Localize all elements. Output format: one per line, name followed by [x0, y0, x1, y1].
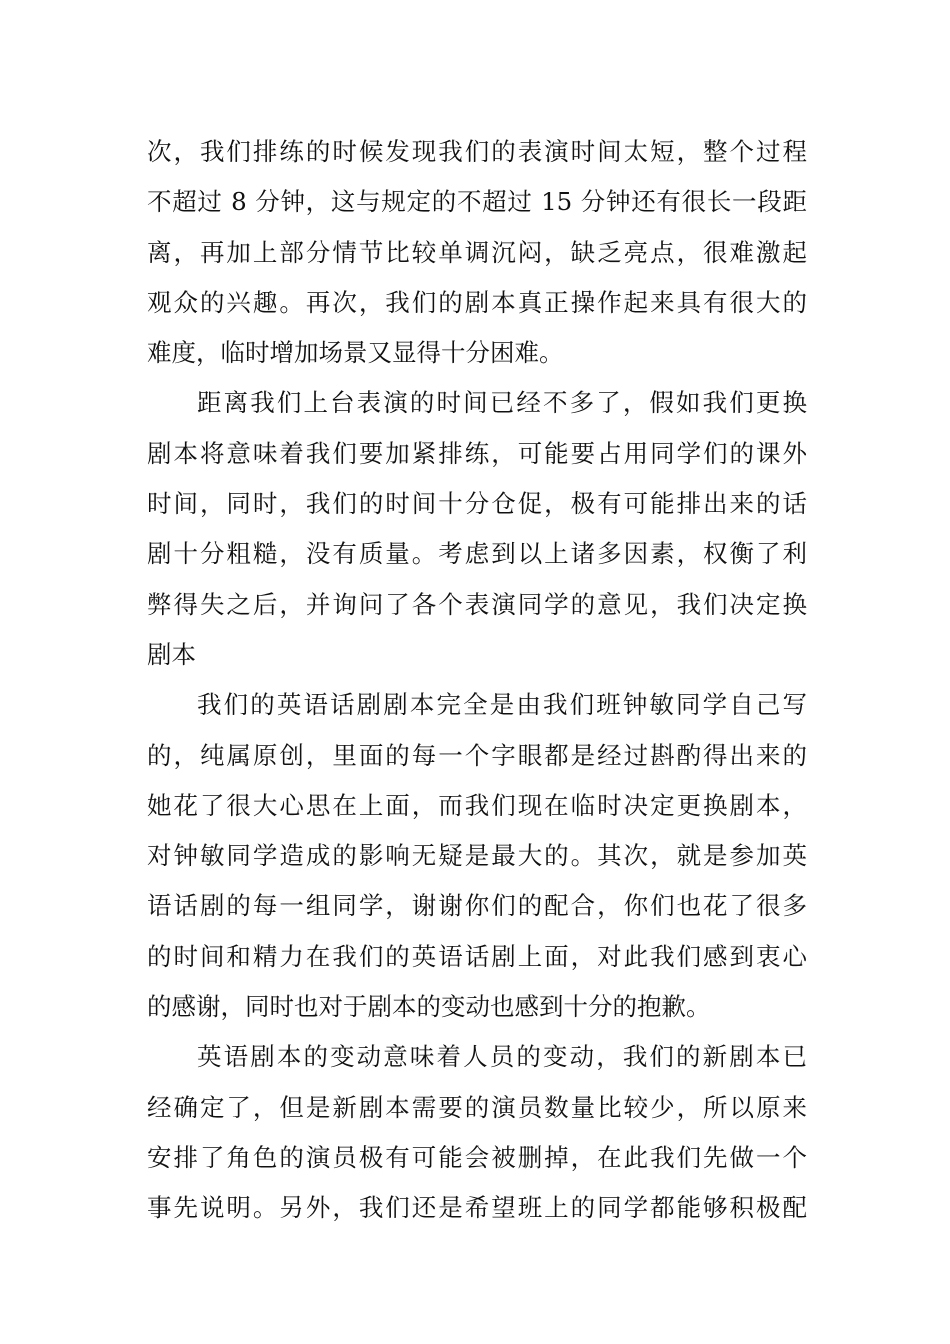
document-body [147, 127, 807, 1234]
paragraph-line: 我们的英语话剧剧本完全是由我们班钟敏同学自己写 [197, 690, 807, 720]
paragraph-line: 剧十分粗糙，没有质量。考虑到以上诸多因素，权衡了利 [147, 539, 807, 569]
paragraph-2 [147, 378, 807, 680]
paragraph-1 [147, 127, 807, 378]
paragraph-line: 语话剧的每一组同学，谢谢你们的配合，你们也花了很多 [147, 891, 807, 921]
paragraph-line: 的感谢，同时也对于剧本的变动也感到十分的抱歉。 [147, 992, 711, 1022]
paragraph-3 [147, 680, 807, 1032]
paragraph-line: 时间，同时，我们的时间十分仓促，极有可能排出来的话 [147, 489, 807, 519]
paragraph-line: 她花了很大心思在上面，而我们现在临时决定更换剧本， [147, 790, 807, 820]
paragraph-line: 英语剧本的变动意味着人员的变动，我们的新剧本已 [197, 1042, 807, 1072]
paragraph-line: 的时间和精力在我们的英语话剧上面，对此我们感到衷心 [147, 941, 807, 971]
paragraph-4 [147, 1032, 807, 1233]
paragraph-line: 事先说明。另外，我们还是希望班上的同学都能够积极配 [147, 1193, 807, 1223]
paragraph-line: 不超过 8 分钟，这与规定的不超过 15 分钟还有很长一段距 [147, 187, 807, 217]
paragraph-line: 难度，临时增加场景又显得十分困难。 [147, 338, 564, 368]
paragraph-line: 对钟敏同学造成的影响无疑是最大的。其次，就是参加英 [147, 841, 807, 871]
paragraph-line: 次，我们排练的时候发现我们的表演时间太短，整个过程 [147, 137, 807, 166]
paragraph-line: 剧本 [147, 639, 196, 669]
paragraph-line: 剧本将意味着我们要加紧排练，可能要占用同学们的课外 [147, 438, 807, 468]
paragraph-line: 观众的兴趣。再次，我们的剧本真正操作起来具有很大的 [147, 287, 807, 317]
paragraph-line: 离，再加上部分情节比较单调沉闷，缺乏亮点，很难激起 [147, 237, 807, 267]
paragraph-line: 距离我们上台表演的时间已经不多了，假如我们更换 [197, 388, 807, 418]
paragraph-line: 的，纯属原创，里面的每一个字眼都是经过斟酌得出来的 [147, 740, 807, 770]
paragraph-line: 安排了角色的演员极有可能会被删掉，在此我们先做一个 [147, 1142, 807, 1172]
paragraph-line: 弊得失之后，并询问了各个表演同学的意见，我们决定换 [147, 589, 807, 619]
paragraph-line: 经确定了，但是新剧本需要的演员数量比较少，所以原来 [147, 1092, 807, 1122]
